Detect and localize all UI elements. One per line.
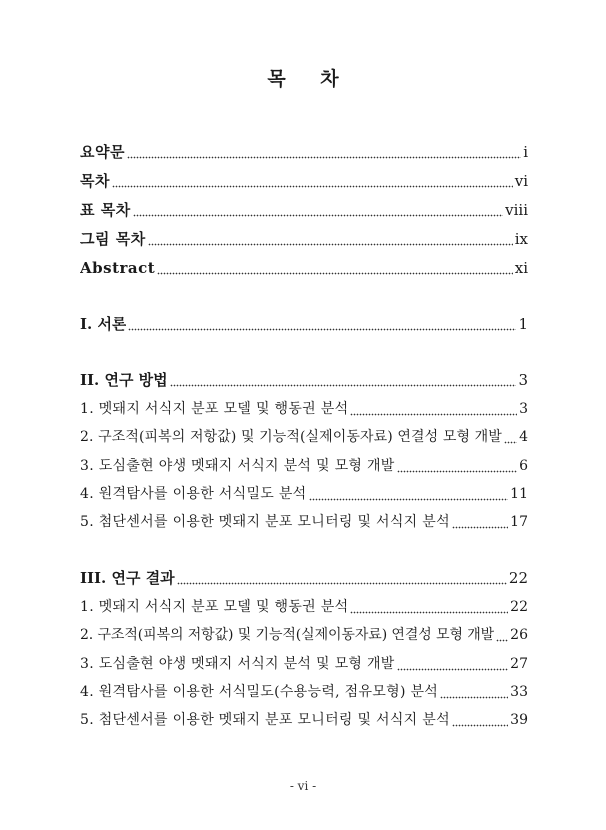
toc-entry-figure-list[interactable] (80, 228, 528, 250)
toc-page-number: 17 (510, 514, 528, 530)
toc-page-number: i (523, 143, 528, 161)
toc-page-number: 27 (510, 656, 528, 672)
dot-leader (177, 567, 507, 589)
page-number: - vi - (289, 779, 317, 793)
toc-entry-table-list[interactable] (80, 199, 528, 221)
dot-leader (112, 170, 513, 192)
toc-entry-summary[interactable] (80, 141, 528, 163)
toc-label: 2. 구조적(피복의 저항값) 및 기능적(실제이동자료) 연결성 모형 개발 (80, 429, 502, 445)
toc-page-number: 6 (519, 458, 528, 474)
dot-leader (128, 313, 516, 335)
toc-section-entry[interactable] (80, 596, 528, 618)
dot-leader (350, 596, 508, 618)
dot-leader (397, 455, 517, 477)
toc-entry-abstract[interactable] (80, 257, 528, 279)
toc-page-number: 11 (510, 486, 528, 502)
dot-leader (350, 398, 517, 420)
toc-label: 그림 목차 (80, 230, 146, 248)
toc-section-entry[interactable] (80, 709, 528, 731)
toc-label: I. 서론 (80, 315, 127, 333)
toc-chapter-results[interactable] (80, 567, 528, 589)
toc-label: III. 연구 결과 (80, 569, 175, 587)
toc-page-number: 4 (519, 429, 528, 445)
dot-leader (309, 483, 509, 505)
dot-leader (452, 709, 508, 731)
dot-leader (504, 426, 517, 448)
toc-section-entry[interactable] (80, 681, 528, 703)
toc-label: Abstract (80, 259, 156, 277)
dot-leader (133, 199, 503, 221)
toc-label: 2. 구조적(피복의 저항값) 및 기능적(실제이동자료) 연결성 모형 개발 (80, 627, 495, 643)
toc-label: 3. 도심출현 야생 멧돼지 서식지 분석 및 모형 개발 (80, 656, 395, 672)
toc-chapter-introduction[interactable] (80, 313, 528, 335)
dot-leader (148, 228, 513, 250)
toc-page-number: viii (505, 201, 528, 219)
toc-label: 5. 첨단센서를 이용한 멧돼지 분포 모니터링 및 서식지 분석 (80, 712, 450, 728)
toc-label: 목차 (80, 172, 110, 190)
dot-leader (397, 653, 509, 675)
toc-section-entry[interactable] (80, 624, 528, 646)
dot-leader (127, 141, 521, 163)
toc-section-entry[interactable] (80, 653, 528, 675)
toc-label: 5. 첨단센서를 이용한 멧돼지 분포 모니터링 및 서식지 분석 (80, 514, 450, 530)
toc-label: II. 연구 방법 (80, 371, 168, 389)
toc-page-number: 26 (510, 627, 528, 643)
toc-label: 요약문 (80, 143, 125, 161)
dot-leader (496, 624, 508, 646)
toc-page-number: ix (514, 230, 528, 248)
toc-label: 표 목차 (80, 201, 131, 219)
dot-leader (452, 511, 508, 533)
toc-label: 4. 원격탐사를 이용한 서식밀도 분석 (80, 486, 307, 502)
toc-page-number: 22 (510, 599, 528, 615)
toc-label: 3. 도심출현 야생 멧돼지 서식지 분석 및 모형 개발 (80, 458, 395, 474)
page-title: 목 차 (267, 68, 353, 90)
toc-section-entry[interactable] (80, 426, 528, 448)
dot-leader (440, 681, 508, 703)
toc-label: 1. 멧돼지 서식지 분포 모델 및 행동권 분석 (80, 599, 349, 615)
toc-label: 1. 멧돼지 서식지 분포 모델 및 행동권 분석 (80, 401, 349, 417)
toc-page-number: 3 (518, 371, 528, 389)
toc-section-entry[interactable] (80, 455, 528, 477)
toc-page-number: 33 (510, 684, 528, 700)
dot-leader (157, 257, 513, 279)
toc-page-number: 22 (508, 569, 528, 587)
toc-chapter-methods[interactable] (80, 369, 528, 391)
toc-entry-contents[interactable] (80, 170, 528, 192)
dot-leader (170, 369, 517, 391)
toc-page-number: 1 (518, 315, 528, 333)
toc-page-number: 3 (519, 401, 528, 417)
toc-section-entry[interactable] (80, 483, 528, 505)
toc-page-number: 39 (510, 712, 528, 728)
toc-page-number: vi (514, 172, 528, 190)
toc-label: 4. 원격탐사를 이용한 서식밀도(수용능력, 점유모형) 분석 (80, 684, 439, 700)
toc-page-number: xi (514, 259, 528, 277)
toc-section-entry[interactable] (80, 511, 528, 533)
toc-section-entry[interactable] (80, 398, 528, 420)
